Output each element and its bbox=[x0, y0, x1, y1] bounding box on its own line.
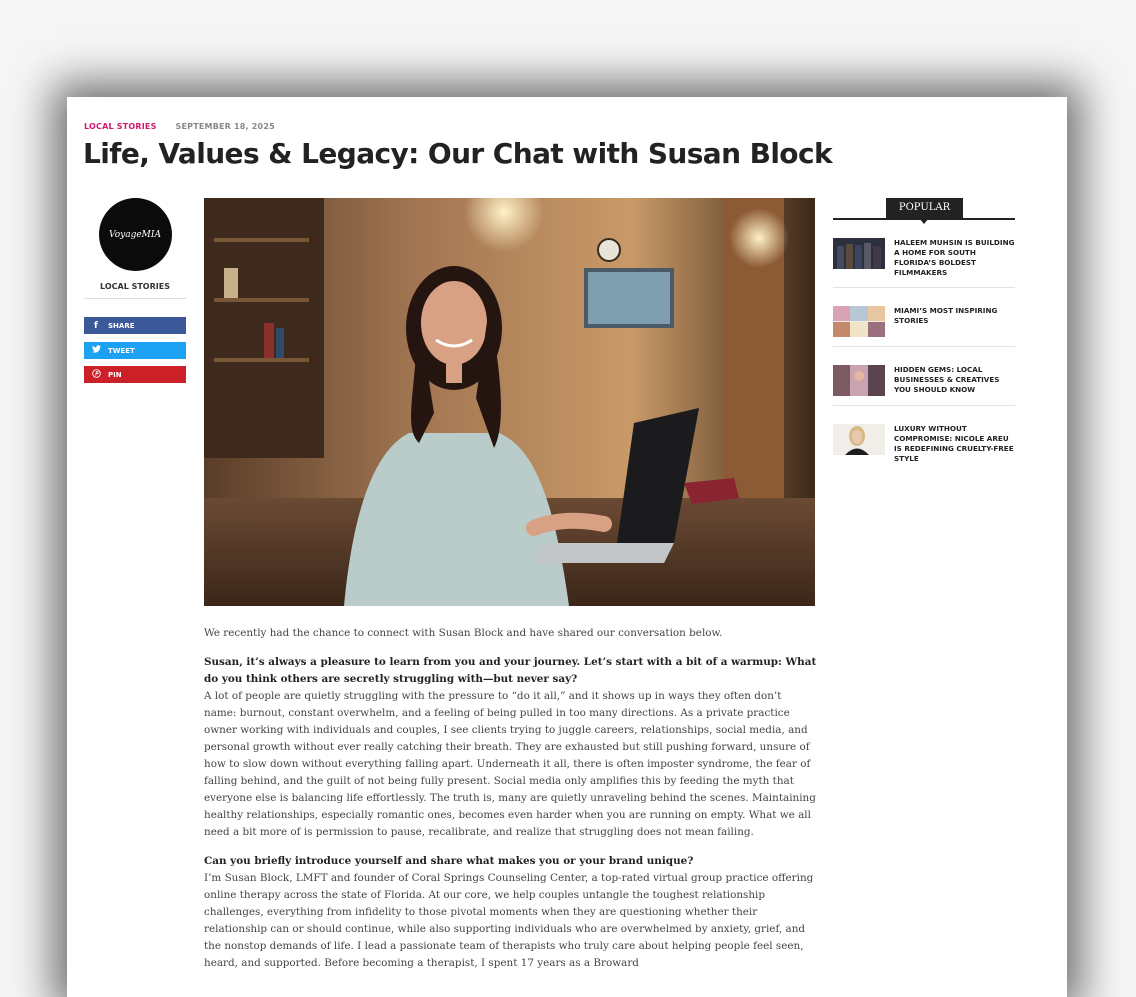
popular-item-thumbnail[interactable] bbox=[833, 424, 885, 455]
popular-item-title[interactable]: MIAMI’S MOST INSPIRING STORIES bbox=[894, 306, 998, 325]
popular-sidebar bbox=[833, 198, 1015, 473]
popular-item[interactable] bbox=[833, 406, 1015, 473]
popular-item-thumbnail[interactable] bbox=[833, 365, 885, 396]
answer-1: A lot of people are quietly struggling with the pressure to “do it all,” and it shows up in ways they often don’t name: burnout, constant overwhelm, and a feeling of being pulled in too many directions. As a private practice owner working with individuals and couples, I see clients trying to juggle careers, relationships, social media, and personal growth without ever really catching their breath. They are exhausted but still pushing forward, unsure of how to slow down without everything falling apart. Underneath it all, there is often imposter syndrome, the fear of falling behind, and the guilt of not being fully present. Social media only amplifies this by feeding the myth that everyone else is balancing life effortlessly. The truth is, many are quietly unraveling behind the scenes. Maintaining healthy relationships, especially romantic ones, becomes even harder when you are running on empty. What we all need a bit more of is permission to pause, recalibrate, and realize that struggling does not mean failing. bbox=[204, 690, 816, 838]
author-box bbox=[84, 198, 186, 299]
popular-item-title[interactable]: HALEEM MUHSIN IS BUILDING A HOME FOR SOUTH FLORIDA’S BOLDEST FILMMAKERS bbox=[894, 238, 1015, 277]
popular-header bbox=[833, 198, 1015, 220]
twitter-share-label: TWEET bbox=[108, 346, 135, 355]
popular-item-title[interactable]: LUXURY WITHOUT COMPROMISE: NICOLE AREU IS REDEFINING CRUELTY-FREE STYLE bbox=[894, 424, 1014, 463]
question-1: Susan, it’s always a pleasure to learn from you and your journey. Let’s start with a bit of a warmup: What do you think others are secretly struggling with—but never say? bbox=[204, 656, 817, 685]
popular-item[interactable] bbox=[833, 220, 1015, 288]
author-divider bbox=[84, 298, 186, 299]
facebook-icon: f bbox=[94, 320, 98, 331]
publish-date: SEPTEMBER 18, 2025 bbox=[175, 122, 275, 131]
avatar[interactable] bbox=[99, 198, 172, 271]
popular-item-title[interactable]: HIDDEN GEMS: LOCAL BUSINESSES & CREATIVES YOU SHOULD KNOW bbox=[894, 365, 1000, 394]
author-name[interactable]: LOCAL STORIES bbox=[100, 282, 170, 291]
answer-2: I’m Susan Block, LMFT and founder of Coral Springs Counseling Center, a top-rated virtual group practice offering online therapy across the state of Florida. At our core, we help couples untangle the toughest relationship challenges, everything from infidelity to those pivotal moments when they are questioning whether their relationship can or should continue, while also supporting individuals who are overwhelmed by anxiety, grief, and the nonstop demands of life. I lead a passionate team of therapists who truly care about helping people feel seen, heard, and supported. Before becoming a therapist, I spent 17 years as a Broward bbox=[204, 872, 814, 969]
pinterest-share-label: PIN bbox=[108, 370, 122, 379]
twitter-icon bbox=[84, 345, 108, 356]
popular-item[interactable] bbox=[833, 347, 1015, 406]
pinterest-icon bbox=[84, 369, 108, 381]
article-card bbox=[67, 97, 1067, 997]
twitter-share-button[interactable] bbox=[84, 342, 186, 359]
article-title: Life, Values & Legacy: Our Chat with Susan Block bbox=[83, 137, 832, 170]
popular-item-thumbnail[interactable] bbox=[833, 238, 885, 269]
hero-photo-illustration bbox=[204, 198, 815, 606]
hero-photo bbox=[204, 198, 815, 606]
article-meta bbox=[84, 122, 275, 131]
popular-heading: POPULAR bbox=[886, 198, 963, 218]
popular-item[interactable] bbox=[833, 288, 1015, 347]
article-intro: We recently had the chance to connect with Susan Block and have shared our conversation below. bbox=[204, 627, 723, 639]
pinterest-share-button[interactable] bbox=[84, 366, 186, 383]
avatar-logo-text: VoyageMIA bbox=[109, 229, 161, 240]
facebook-share-label: SHARE bbox=[108, 321, 135, 330]
article-body bbox=[204, 625, 817, 984]
question-2: Can you briefly introduce yourself and share what makes you or your brand unique? bbox=[204, 855, 694, 867]
popular-item-thumbnail[interactable] bbox=[833, 306, 885, 337]
category-link[interactable]: LOCAL STORIES bbox=[84, 122, 157, 131]
facebook-share-button[interactable] bbox=[84, 317, 186, 334]
